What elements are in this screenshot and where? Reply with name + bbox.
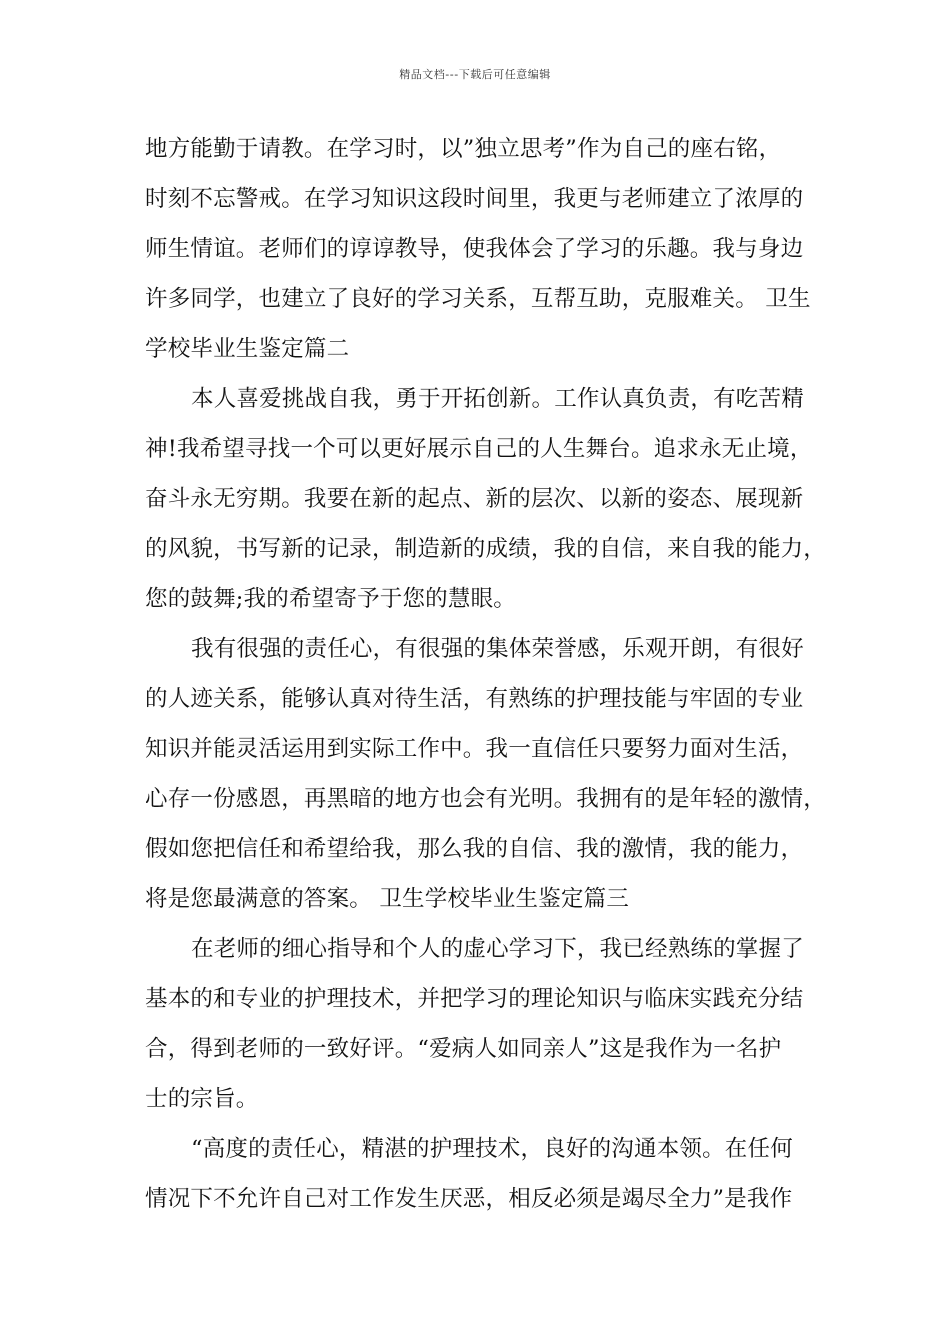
paragraph-start-line: 本人喜爱挑战自我，勇于开拓创新。工作认真负责，有吃苦精 <box>191 386 804 412</box>
text-line: 奋斗永无穷期。我要在新的起点、新的层次、以新的姿态、展现新 <box>145 486 804 512</box>
text-line: 假如您把信任和希望给我，那么我的自信、我的激情，我的能力， <box>145 836 804 862</box>
text-line: 时刻不忘警戒。在学习知识这段时间里，我更与老师建立了浓厚的 <box>145 186 804 212</box>
section-title-line: 将是您最满意的答案。 卫生学校毕业生鉴定篇三 <box>145 886 630 912</box>
text-line: 的人迹关系，能够认真对待生活，有熟练的护理技能与牢固的专业 <box>145 686 804 712</box>
page-header: 精品文档---下载后可任意编辑 <box>399 68 551 81</box>
text-line: 基本的和专业的护理技术，并把学习的理论知识与临床实践充分结 <box>145 986 804 1012</box>
text-line: 师生情谊。老师们的谆谆教导，使我体会了学习的乐趣。我与身边 <box>145 236 804 262</box>
text-line: 地方能勤于请教。在学习时，以”独立思考”作为自己的座右铭， <box>145 136 782 162</box>
text-line: 心存一份感恩，再黑暗的地方也会有光明。我拥有的是年轻的激情， <box>145 786 827 812</box>
paragraph-start-line: 在老师的细心指导和个人的虚心学习下，我已经熟练的掌握了 <box>191 936 804 962</box>
paragraph-start-line: “高度的责任心，精湛的护理技术，良好的沟通本领。在任何 <box>191 1136 793 1162</box>
text-line: 您的鼓舞;我的希望寄予于您的慧眼。 <box>145 586 516 612</box>
section-title-line: 学校毕业生鉴定篇二 <box>145 336 350 362</box>
text-line: 的风貌，书写新的记录，制造新的成绩，我的自信，来自我的能力， <box>145 536 827 562</box>
text-line: 情况下不允许自己对工作发生厌恶，相反必须是竭尽全力”是我作 <box>145 1186 793 1212</box>
text-line: 士的宗旨。 <box>145 1086 259 1112</box>
text-line: 合，得到老师的一致好评。“爱病人如同亲人”这是我作为一名护 <box>145 1036 782 1062</box>
text-line: 知识并能灵活运用到实际工作中。我一直信任只要努力面对生活， <box>145 736 804 762</box>
text-line: 神!我希望寻找一个可以更好展示自己的人生舞台。追求永无止境， <box>145 436 813 462</box>
text-line: 许多同学，也建立了良好的学习关系，互帮互助，克服难关。 卫生 <box>145 286 811 312</box>
paragraph-start-line: 我有很强的责任心，有很强的集体荣誉感，乐观开朗，有很好 <box>191 636 804 662</box>
document-body <box>145 129 825 1229</box>
